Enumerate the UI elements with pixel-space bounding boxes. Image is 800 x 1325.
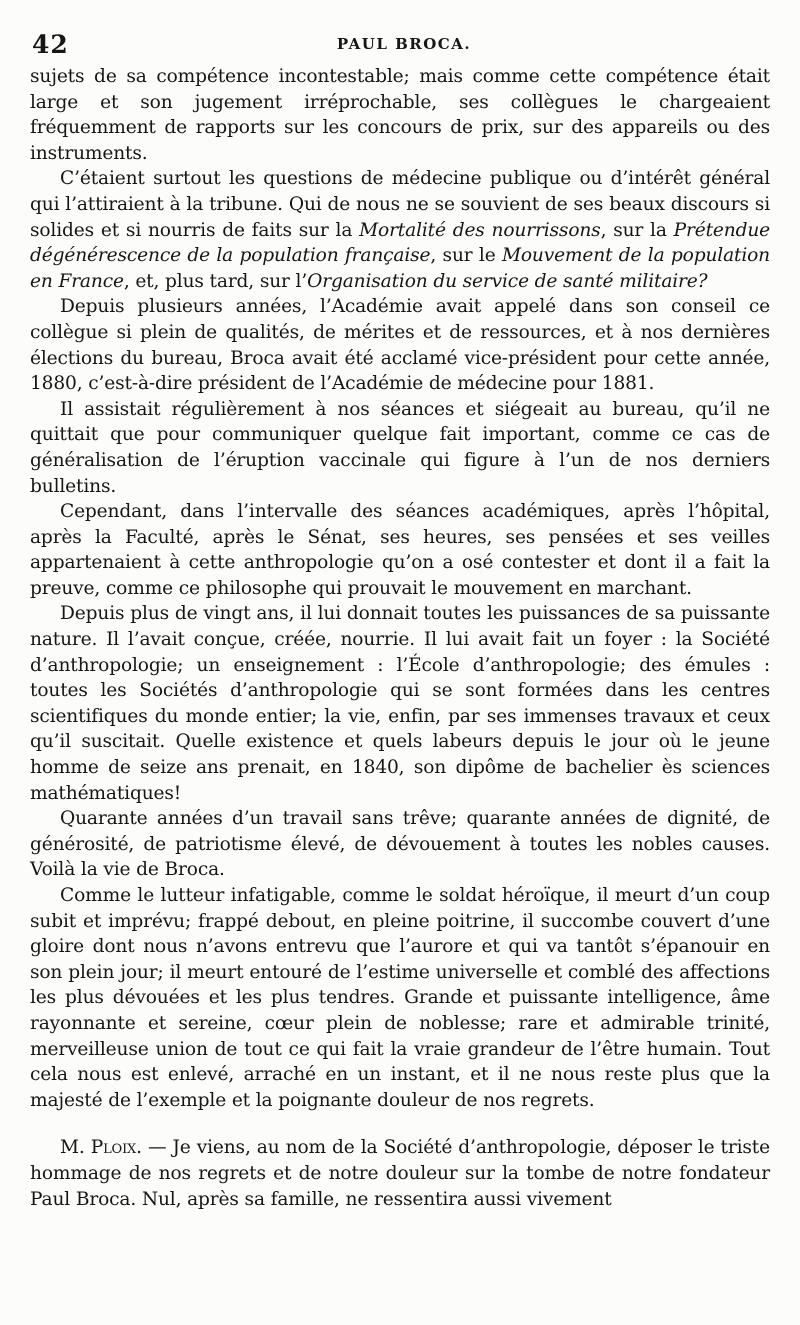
paragraph-2-text-c: , sur le <box>430 245 502 267</box>
paragraph-7: Quarante années d’un travail sans trêve; quarante années de dignité, de générosité, de patriotisme élevé, de dévouement à toutes les nobles causes. Voilà la vie de Broca. <box>30 808 770 881</box>
page-header <box>28 26 780 60</box>
paragraph-3: Depuis plusieurs années, l’Académie avait appelé dans son conseil ce collègue si plein de qualités, de mérites et de ressources, et à nos dernières élections du bureau, Broca avait été acclamé vice-président pour cette année, 1880, c’est-à-dire président de l’Académie de médecine pour 1881. <box>30 296 770 395</box>
paragraph-6: Depuis plus de vingt ans, il lui donnait toutes les puissances de sa puissante nature. Il l’avait conçue, créée, nourrie. Il lui avait fait un foyer : la Société d’anthropologie; un enseignement : l’École d’anthropologie; des émules : toutes les Sociétés d’anthropologie qui se sont formées dans les centres scientifiques du monde entier; la vie, enfin, par ses immenses travaux et ceux qu’il suscitait. Quelle existence et quels labeurs depuis le jour où le jeune homme de seize ans prenait, en 1840, son dipôme de bachelier ès sciences mathématiques! <box>30 603 770 804</box>
paragraph-4: Il assistait régulièrement à nos séances et siégeait au bureau, qu’il ne quittait que pour communiquer quelque fait important, comme ce cas de généralisation de l’éruption vaccinale qui figure à l’un de nos derniers bulletins. <box>30 398 770 497</box>
paragraph-9-text: — Je viens, au nom de la Société d’anthropologie, déposer le triste hommage de nos regrets et de notre douleur sur la tombe de notre fondateur Paul Broca. Nul, après sa famille, ne ressentira aussi vivement <box>30 1137 770 1210</box>
paragraph-1: sujets de sa compétence incontestable; mais comme cette compétence était large et son jugement irréprochable, ses collègues le chargeaient fréquemment de rapports sur les concours de prix, sur des appareils ou des instruments. <box>30 66 770 164</box>
paragraph-8: Comme le lutteur infatigable, comme le soldat héroïque, il meurt d’un coup subit et imprévu; frappé debout, en pleine poitrine, il succombe couvert d’une gloire dont nous n’avons entrevu que l’aurore et qui va tantôt s’épanouir en son plein jour; il meurt entouré de l’estime universelle et comblé des affections les plus dévouées et les plus tendres. Grande et puissante intelligence, âme rayonnante et sereine, cœur plein de noblesse; rare et admirable trinité, merveilleuse union de tout ce qui fait la vraie grandeur de l’être humain. Tout cela nous est enlevé, arraché en un instant, et il ne nous reste plus que la majesté de l’exemple et la poignante douleur de nos regrets. <box>30 885 770 1111</box>
title-mouvement: Mouvement de la population en France <box>30 245 771 292</box>
body-text <box>30 64 770 1212</box>
paragraph-9 <box>30 1135 770 1212</box>
paragraph-2-text-a: C’étaient surtout les questions de médecine publique ou d’intérêt général qui l’attiraient à la tribune. Qui de nous ne se souvient de ses beaux discours si solides et si nourris de faits sur la <box>30 168 770 241</box>
title-mortalite: Mortalité des nourrissons <box>359 219 601 241</box>
paragraph-5: Cependant, dans l’intervalle des séances académiques, après l’hôpital, après la Faculté, après le Sénat, ses heures, ses pensées et ses veilles appartenaient à cette anthropologie qu’on a osé contester et dont il a fait la preuve, comme ce philosophe qui prouvait le mouvement en marchant. <box>30 501 770 599</box>
paragraph-2-text-b: , sur la <box>600 219 674 241</box>
title-degenerescence: Prétendue dégénérescence de la population française <box>30 219 771 267</box>
paragraph-2-text-d: , et, plus tard, sur l’ <box>123 270 308 292</box>
running-head: PAUL BROCA. <box>336 35 472 53</box>
paragraph-2 <box>30 166 770 294</box>
page-number: 42 <box>32 30 69 59</box>
speaker-name: M. Ploix. <box>60 1137 142 1159</box>
title-organisation: Organisation du service de santé militaire? <box>307 270 708 292</box>
